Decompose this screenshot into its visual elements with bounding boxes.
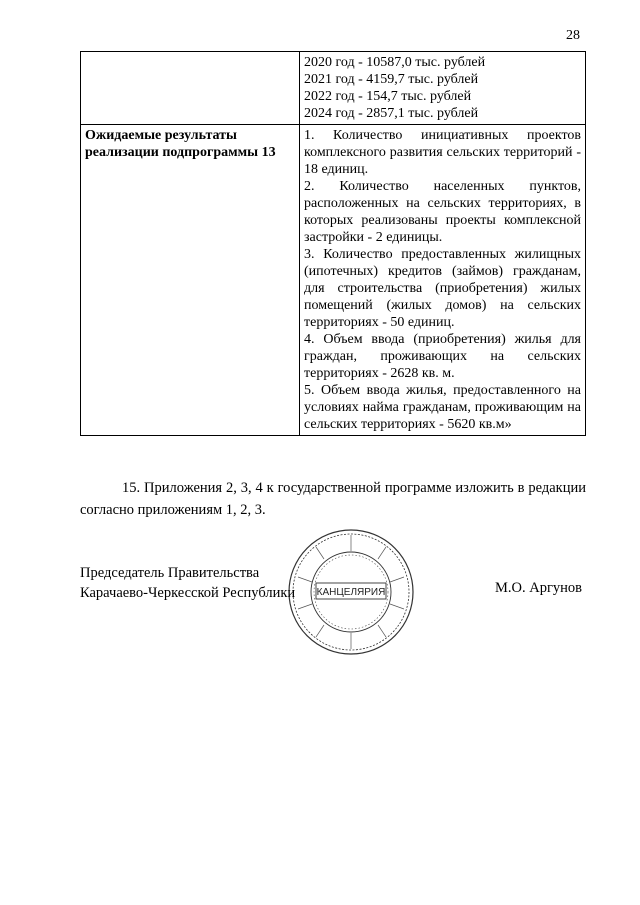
- results-item: 4. Объем ввода (приобретения) жилья для граждан, проживающих на сельских территориях - 2628 кв. м.: [304, 332, 581, 381]
- results-item: 5. Объем ввода жилья, предоставленного на условиях найма гражданам, проживающим на сельских территориях - 5620 кв.м»: [304, 383, 581, 432]
- table-cell-empty: [81, 52, 300, 125]
- signer-name: М.О. Аргунов: [495, 580, 583, 596]
- funding-line: 2024 год - 2857,1 тыс. рублей: [304, 106, 479, 121]
- program-table: [80, 51, 586, 436]
- results-item: 2. Количество населенных пунктов, расположенных на сельских территориях, в которых реализованы проекты комплексной застройки - 2 единицы.: [304, 179, 581, 245]
- funding-line: 2021 год - 4159,7 тыс. рублей: [304, 72, 479, 87]
- body-paragraph: 15. Приложения 2, 3, 4 к государственной программе изложить в редакции согласно приложениям 1, 2, 3.: [80, 480, 586, 518]
- table-row-funding: [81, 52, 586, 125]
- table-row-results: [81, 125, 586, 436]
- signature-title: [80, 563, 295, 603]
- funding-line: 2020 год - 10587,0 тыс. рублей: [304, 55, 486, 70]
- signature-title-line: Карачаево-Черкесской Республики: [80, 585, 296, 601]
- funding-line: 2022 год - 154,7 тыс. рублей: [304, 89, 472, 104]
- results-item: 3. Количество предоставленных жилищных (ипотечных) кредитов (займов) гражданам, для строительства (приобретения) жилых помещений (жилых домов) на сельских территориях - 50 единиц.: [304, 247, 581, 330]
- stamp-label: КАНЦЕЛЯРИЯ: [316, 587, 386, 598]
- table-cell-results-label: [81, 125, 300, 436]
- table-cell-funding: [300, 52, 586, 125]
- results-item: 1. Количество инициативных проектов комплексного развития сельских территорий - 18 единиц.: [304, 128, 581, 177]
- results-label: Ожидаемые результаты реализации подпрограммы 13: [85, 128, 276, 160]
- official-seal-icon: [286, 527, 416, 657]
- signature-title-line: Председатель Правительства: [80, 565, 260, 581]
- page-number: 28: [566, 28, 580, 43]
- table-cell-results: [300, 125, 586, 436]
